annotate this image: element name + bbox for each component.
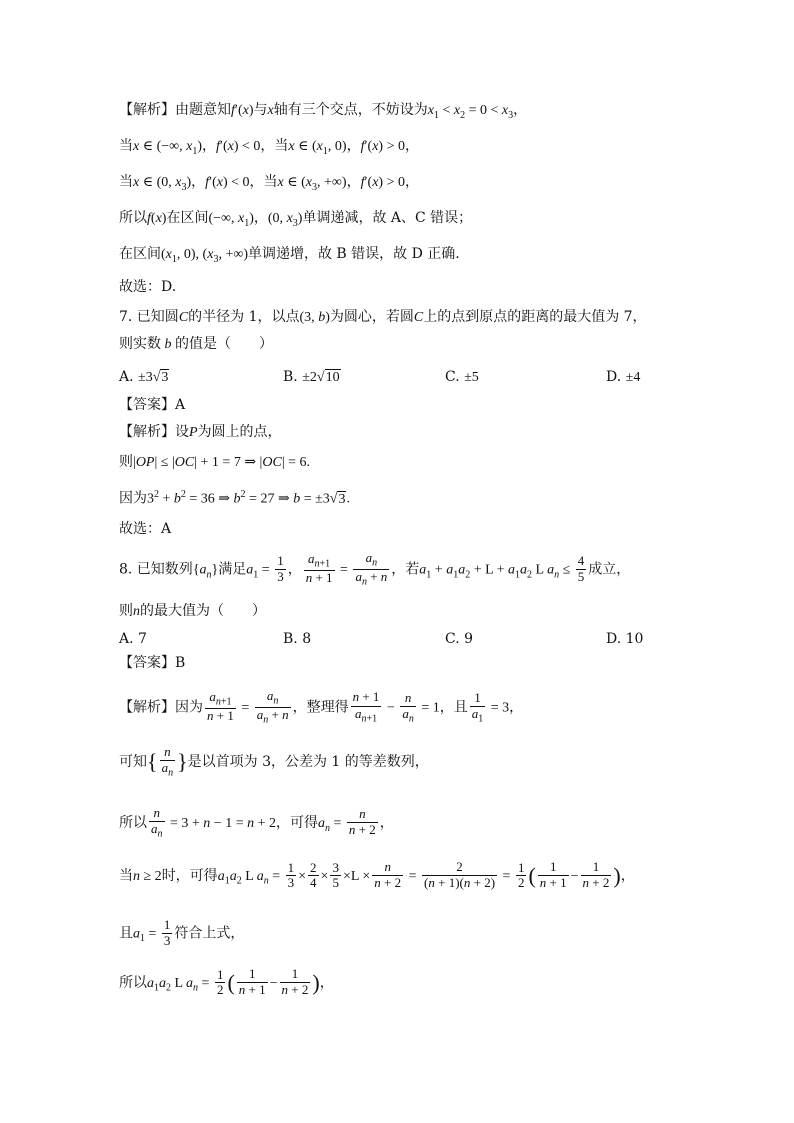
sol6-line1: 【解析】由题意知f′(x)与x轴有三个交点，不妨设为$x_1 < x_2 = 0 < x_3$， xyxy=(119,102,528,121)
q7-option-b: B. ±2√10 xyxy=(283,369,340,385)
q7-answer: 【答案】A xyxy=(119,397,186,413)
q7-sol-line3: 因为$3^2 + b^2 = 36$ ⇒ $b^2 = 27$ ⇒ b = ±3√3. xyxy=(119,489,350,507)
sol6-line4: 所以f(x)在区间(−∞, $x_1$)，(0, $x_3$)单调递减，故 A、C 错误； xyxy=(119,210,473,229)
sol6-line2: 当x ∈ (−∞, $x_1$)，f′(x) < 0，当x ∈ ($x_1$, 0)，f′(x) > 0， xyxy=(119,138,419,157)
q7-option-d: D. ±4 xyxy=(606,369,641,385)
q8-option-b: B. 8 xyxy=(283,631,312,647)
q7-option-c: C. ±5 xyxy=(445,369,479,385)
q7-sol-line1: 【解析】设P为圆上的点， xyxy=(119,424,282,440)
q8-option-c: C. 9 xyxy=(445,631,474,647)
q7-option-a: A. ±3√3 xyxy=(119,369,169,385)
q8-option-d: D. 10 xyxy=(606,631,644,647)
q8-stem-line1: 8. 已知数列$\{a_n\}$满足$a_1$ = $\frac{1}{3}$ ， $\frac{a_{n+1}}{n + 1}$ = $\frac{a_n}{a_n + n}$ ，若$a_1 + a_1a_2 + L + a_1a_2$ L $a_n$ ≤ $\frac{4}{5}$ 成立， xyxy=(119,550,631,588)
analysis-tag: 【解析】 xyxy=(119,102,175,118)
sol6-line5: 在区间($x_1$, 0), ($x_3$, +∞)单调递增，故 B 错误，故 D 正确. xyxy=(119,246,460,265)
q7-conclusion: 故选：A xyxy=(119,521,172,537)
q8-stem-line2: 则n的最大值为（ ） xyxy=(119,603,266,619)
q8-sol-line2: 可知{ $\frac{n}{a_n}$ }是以首项为 3，公差为 1 的等差数列， xyxy=(119,744,429,779)
q8-option-a: A. 7 xyxy=(119,631,147,647)
sol6-conclusion: 故选：D. xyxy=(119,279,177,295)
q8-sol-line1: 【解析】因为 $\frac{a_{n+1}}{n + 1}$ = $\frac{a_n}{a_n + n}$ ，整理得 $\frac{n + 1}{a_{n+1}}$ − $\frac{n}{a_n}$ = 1，且 $\frac{1}{a_1}$ = 3， xyxy=(119,688,524,726)
q8-sol-line4: 当n ≥ 2时，可得$a_1a_2$ L $a_n$ = $\frac{1}{3}$ × $\frac{2}{4}$ × $\frac{3}{5}$ ×L × $\frac{n}{n + 2}$ = $\frac{2}{(n + 1)(n + 2)}$ = $\frac{1}{2}$ ( $\frac{1}{n + 1}$ − $\frac{1}{n + 2}$ )， xyxy=(119,859,635,891)
q7-sol-line2: 则|OP| ≤ |OC| + 1 = 7 ⇒ |OC| = 6. xyxy=(119,454,311,470)
q7-stem-line1: 7. 已知圆C的半径为 1，以点(3, b)为圆心，若圆C上的点到原点的距离的最大值为 7， xyxy=(119,309,647,325)
q8-sol-line6: 所以$a_1a_2$ L $a_n$ = $\frac{1}{2}$ ( $\frac{1}{n + 1}$ − $\frac{1}{n + 2}$ )， xyxy=(119,966,334,998)
q8-sol-line5: 且$a_1$ = $\frac{1}{3}$ 符合上式， xyxy=(119,917,245,948)
q8-answer: 【答案】B xyxy=(119,655,186,671)
q7-stem-line2: 则实数 b 的值是（ ） xyxy=(119,336,273,352)
q8-sol-line3: 所以 $\frac{n}{a_n}$ = 3 + n − 1 = n + 2，可得$a_n$ = $\frac{n}{n + 2}$ ， xyxy=(119,805,394,840)
sol6-line3: 当x ∈ (0, $x_3$)，f′(x) < 0，当x ∈ ($x_3$, +∞)，f′(x) > 0， xyxy=(119,174,419,193)
